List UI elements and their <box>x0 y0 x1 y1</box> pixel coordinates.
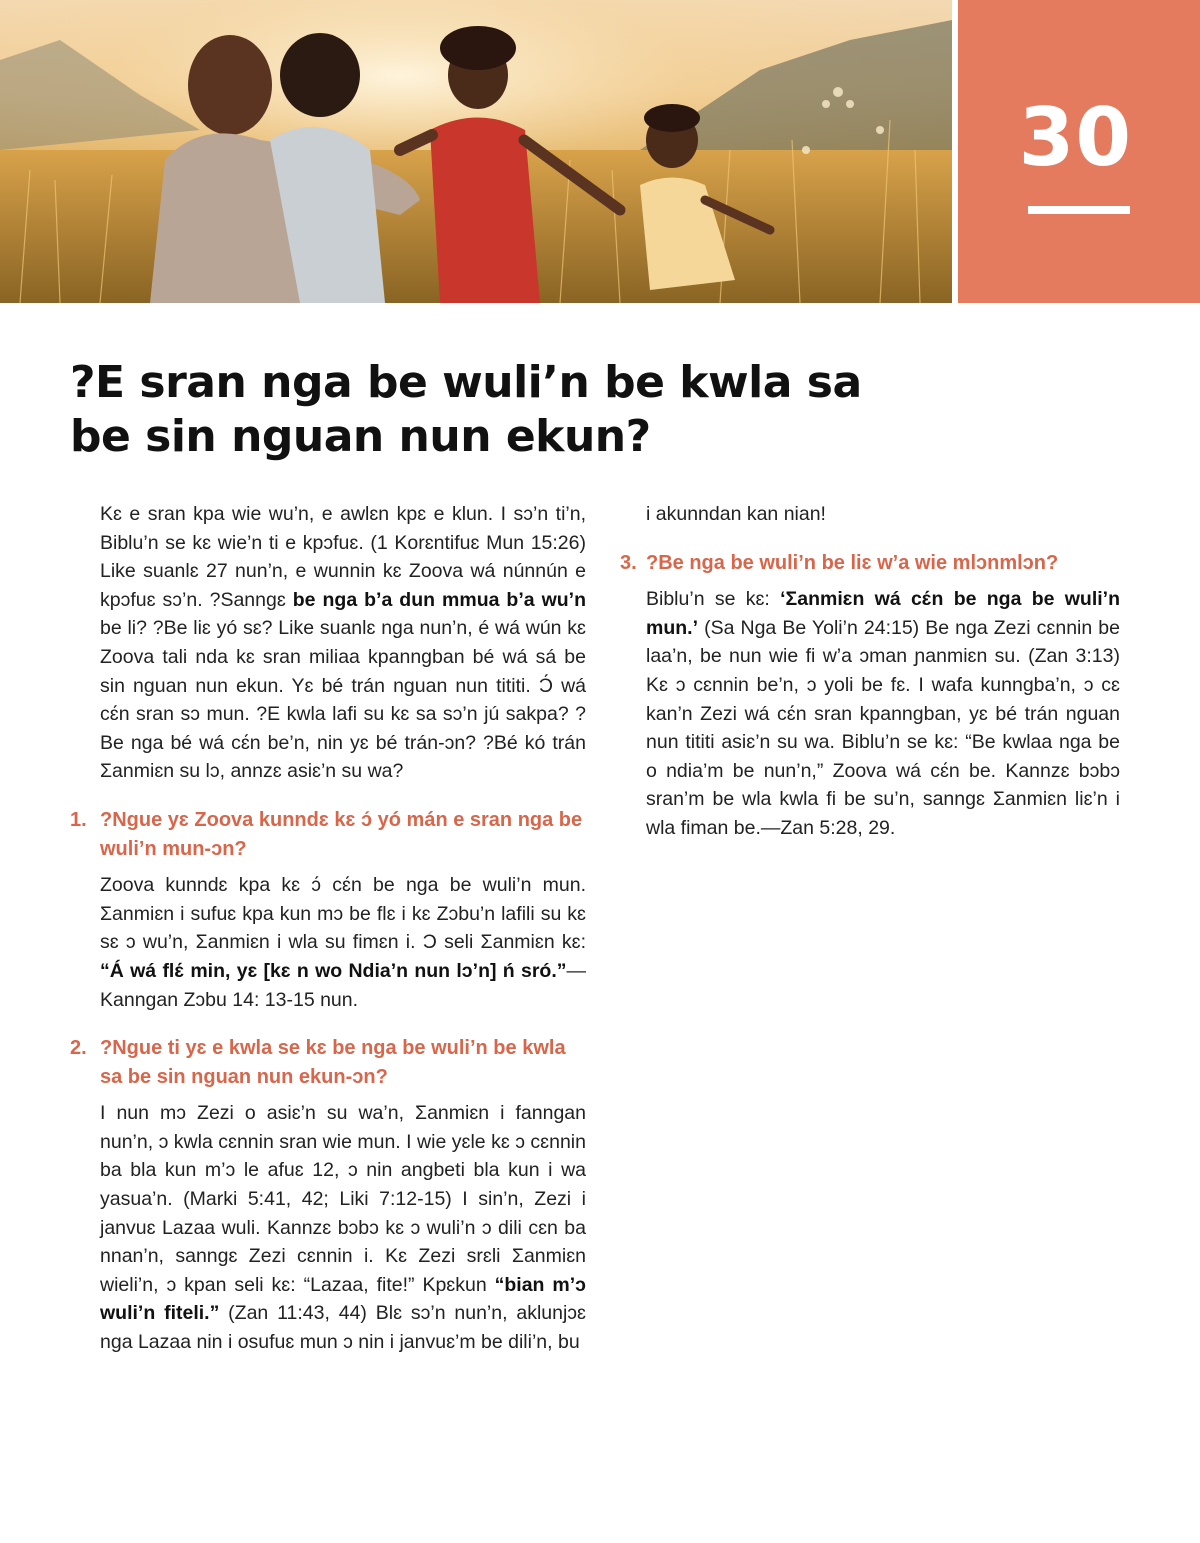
answer-1-paragraph: Zoova kunndɛ kpa kɛ ɔ́ cɛ́n be nga be wuli’n mun. Ʃanmiɛn i sufuɛ kpa kun mɔ be flɛ i kɛ Zɔbu’n lafili su kɛ sɛ ɔ wu’n, Ʃanmiɛn i wla su fimɛn i. Ɔ seli Ʃanmiɛn kɛ: “Á wá flɛ́ min, yɛ [kɛ n wo Ndia’n nun lɔ’n] ń sró.”—Kanngan Zɔbu 14: 13-15 nun. <box>100 874 586 1011</box>
family-photo-icon <box>0 0 952 303</box>
question-1-number: 1. <box>70 808 87 831</box>
question-2-number: 2. <box>70 1037 87 1060</box>
right-column <box>620 500 1120 843</box>
left-column <box>70 500 586 1357</box>
page-title <box>70 356 930 464</box>
answer-3-paragraph: Biblu’n se kɛ: ‘Ʃanmiɛn wá cɛ́n be nga be wuli’n mun.’ (Sa Nga Be Yoli’n 24:15) Be nga Zezi cɛnnin be laa’n, be nun wie fi w’a ɔman ɲanmiɛn su. (Zan 3:13) Kɛ ɔ cɛnnin be’n, ɔ yoli be fɛ. I wafa kunngba’n, ɔ cɛ kan’n Zezi wá cɛ́n sran kpanngban, yɛ bé trán nguan nun tititi asiɛ’n su wa. Biblu’n se kɛ: “Be kwlaa nga be o ndia’m be nun’n,” Zoova wá cɛ́n be. Kannzɛ bɔbɔ sran’m be wla kwla fi be su’n, sanngɛ Ʃanmiɛn liɛ’n i wla fiman be.—Zan 5:28, 29. <box>646 588 1120 839</box>
question-3-text: ?Be nga be wuli’n be liɛ w’a wie mlɔnmlɔn? <box>646 551 1059 574</box>
answer-2-paragraph: I nun mɔ Zezi o asiɛ’n su wa’n, Ʃanmiɛn i fanngan nun’n, ɔ kwla cɛnnin sran wie mun. I wie yɛle kɛ ɔ cɛnnin ba bla kun m’ɔ le afuɛ 12, ɔ nin angbeti bla kun i wa yasua’n. (Marki 5:41, 42; Liki 7:12-15) I sin’n, Zezi i janvuɛ Lazaa wuli. Kannzɛ bɔbɔ kɛ ɔ wuli’n ɔ dili cɛn ba nnan’n, sanngɛ Zezi cɛnnin i. Kɛ Zezi srɛli Ʃanmiɛn wieli’n, ɔ kpan seli kɛ: “Lazaa, fite!” Kpɛkun “bian m’ɔ wuli’n fiteli.” (Zan 11:43, 44) Blɛ sɔ’n nun’n, aklunjɔɛ nga Lazaa nin i osufuɛ mun ɔ nin i janvuɛ’m be dili’n, bu <box>100 1102 586 1354</box>
lesson-number-box <box>958 0 1200 303</box>
question-3-number: 3. <box>620 551 637 574</box>
intro-paragraph: Kɛ e sran kpa wie wu’n, e awlɛn kpɛ e klun. I sɔ’n ti’n, Biblu’n se kɛ wie’n ti e kpɔfuɛ. (1 Korɛntifuɛ Mun 15:26) Like suanlɛ 27 nun’n, e wunnin kɛ Zoova wá núnnún e kpɔfuɛ sɔ’n. ?Sanngɛ be nga b’a dun mmua b’a wu’n be li? ?Be liɛ yó sɛ? Like suanlɛ nga nun’n, é wá wún kɛ Zoova tali nda kɛ sran miliaa kpanngban bé wá sá be sin nguan nun ekun. Yɛ bé trán nguan nun tititi. Ɔ́ wá cɛ́n sran sɔ mun. ?E kwla lafi su kɛ sa sɔ’n jú sakpa? ?Be nga bé wá cɛ́n be’n, nin yɛ bé trán-ɔn? ?Bé kó trán Ʃanmiɛn su lɔ, annzɛ asiɛ’n su wa? <box>100 503 586 783</box>
question-2-text: ?Ngue ti yɛ e kwla se kɛ be nga be wuli’n be kwla sa be sin nguan nun ekun-ɔn? <box>100 1037 566 1088</box>
question-1-text: ?Ngue yɛ Zoova kunndɛ kɛ ɔ́ yó mán e sran nga be wuli’n mun-ɔn? <box>100 808 583 860</box>
answer-2-continued: i akunndan kan nian! <box>646 503 826 525</box>
lesson-number-underline <box>1028 206 1130 214</box>
lesson-number: 30 <box>1018 91 1132 184</box>
question-3 <box>620 549 1120 578</box>
question-1 <box>70 806 586 863</box>
title-line-2: be sin nguan nun ekun? <box>70 411 651 462</box>
question-2 <box>70 1034 586 1091</box>
header-photo <box>0 0 952 303</box>
title-line-1: ?E sran nga be wuli’n be kwla sa <box>70 357 862 408</box>
